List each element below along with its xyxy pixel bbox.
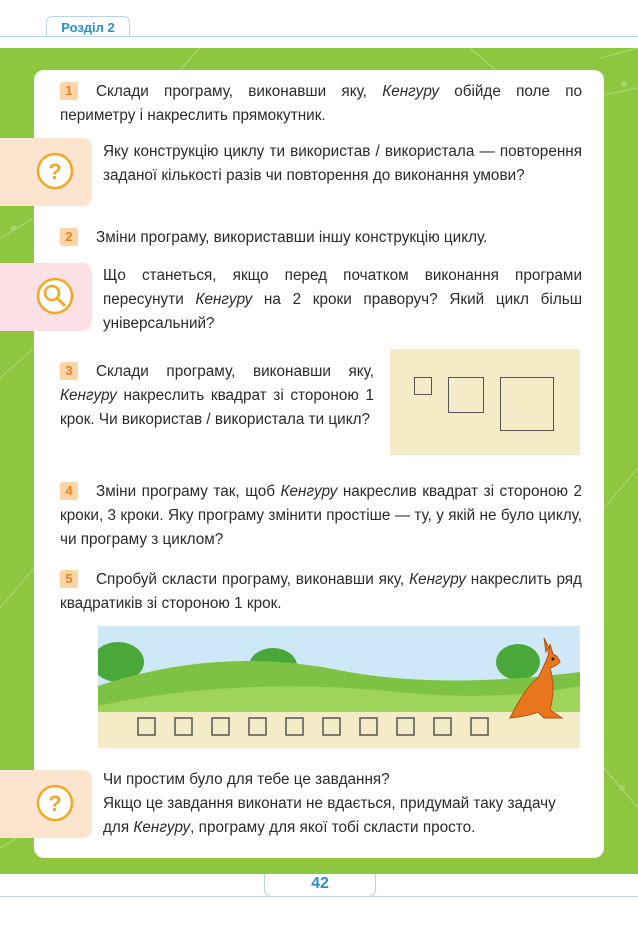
question-3-text: Чи простим було для тебе це завдання? Якщо це завдання виконати не вдається, придумай таку задачу для Кенгуру, програму для якої тобі скласти просто.: [103, 771, 556, 836]
task-number-3: 3: [60, 362, 78, 380]
kangaroo-landscape: [98, 626, 580, 748]
task-number-4: 4: [60, 482, 78, 500]
task-3: 3 Склади програму, виконавши яку, Кенгуру накреслить квадрат зі стороною 1 крок. Чи використав / використала ти цикл?: [60, 363, 374, 428]
svg-text:?: ?: [48, 791, 62, 816]
header-rule: [0, 36, 638, 37]
page-number: 42: [264, 874, 376, 897]
task-5: 5 Спробуй скласти програму, виконавши яку, Кенгуру накреслить ряд квадратиків зі стороною 1 крок.: [60, 571, 582, 612]
task-2: 2 Зміни програму, використавши іншу конструкцію циклу.: [60, 226, 582, 250]
question-icon: [36, 152, 74, 190]
task-number-2: 2: [60, 228, 78, 246]
question-tab-1: [0, 138, 92, 206]
squares-illustration: [390, 349, 580, 455]
task-number-5: 5: [60, 570, 78, 588]
section-tab: Розділ 2: [46, 16, 130, 37]
question-1-text: Яку конструкцію циклу ти використав / використала — повторення заданої кількості разів чи повторення до виконання умови?: [103, 143, 582, 184]
question-icon: [36, 784, 74, 822]
question-2-text: Що станеться, якщо перед початком виконання програми пересунути Кенгуру на 2 кроки праворуч? Який цикл більш універсальний?: [103, 267, 582, 332]
task-4: 4 Зміни програму так, щоб Кенгуру накреслив квадрат зі стороною 2 кроки, 3 кроки. Яку програму змінити простіше — ту, у якій не було циклу, чи програму з циклом?: [60, 483, 582, 548]
square-side-2: [448, 377, 484, 413]
magnifier-icon: [36, 277, 74, 315]
square-side-3: [500, 377, 554, 431]
task-1: 1 Склади програму, виконавши яку, Кенгуру обійде поле по периметру і накреслить прямокутник.: [60, 83, 583, 124]
landscape-scene: [98, 626, 580, 748]
magnifier-tab: [0, 263, 92, 331]
task-number-1: 1: [60, 82, 78, 100]
question-tab-3: [0, 770, 92, 838]
svg-text:?: ?: [48, 159, 62, 184]
square-side-1: [414, 377, 432, 395]
